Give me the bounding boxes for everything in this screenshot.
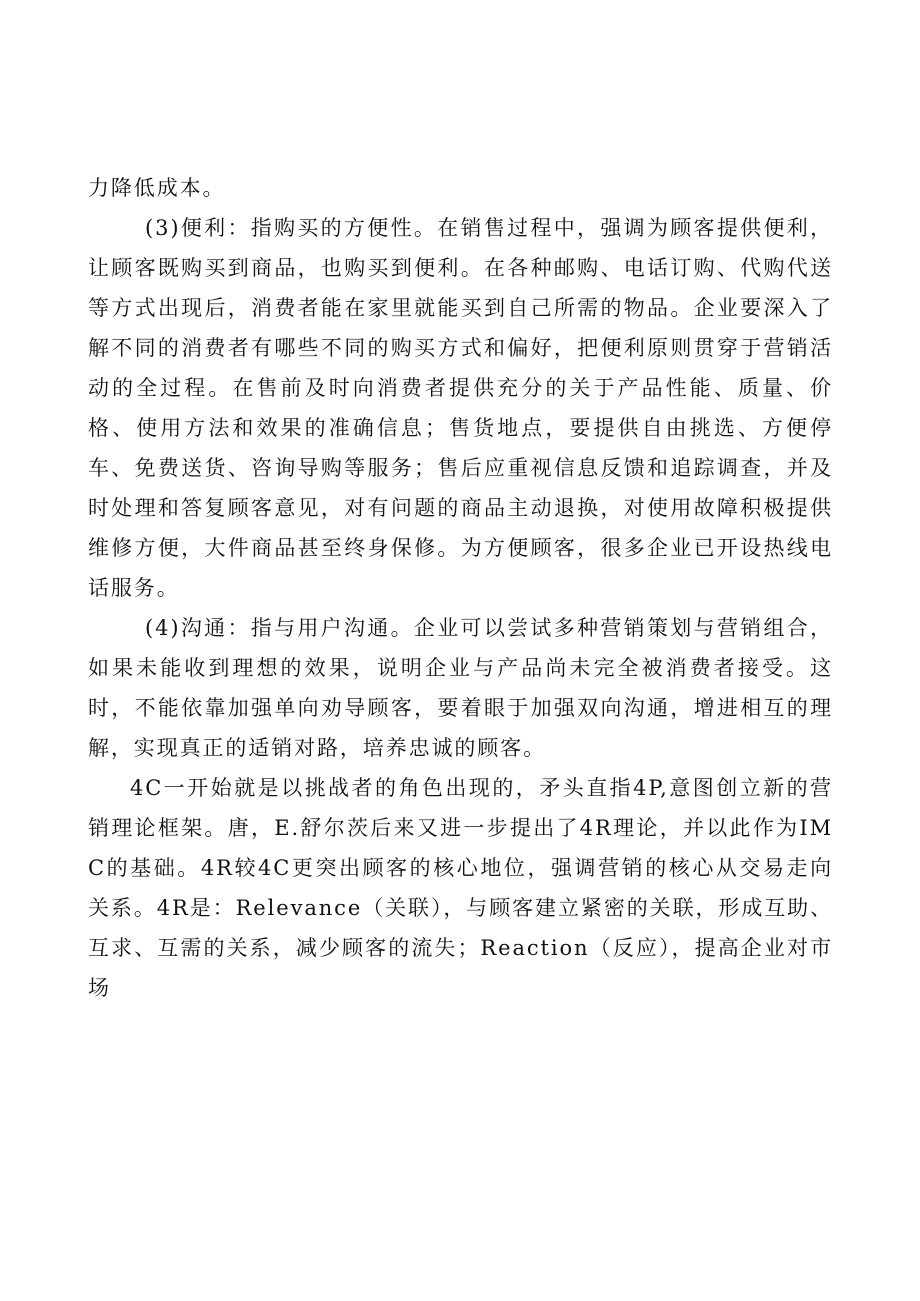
- paragraph-convenience: (3)便利：指购买的方便性。在销售过程中，强调为顾客提供便利，让顾客既购买到商品，也购买到便利。在各种邮购、电话订购、代购代送等方式出现后，消费者能在家里就能买到自己所需的物品。企业要深入了解不同的消费者有哪些不同的购买方式和偏好，把便利原则贯穿于营销活动的全过程。在售前及时向消费者提供充分的关于产品性能、质量、价格、使用方法和效果的准确信息；售货地点，要提供自由挑选、方便停车、免费送货、咨询导购等服务；售后应重视信息反馈和追踪调查，并及时处理和答复顾客意见，对有问题的商品主动退换，对使用故障积极提供维修方便，大件商品甚至终身保修。为方便顾客，很多企业已开设热线电话服务。: [88, 216, 833, 600]
- paragraph-4c-4r-theory: 4C一开始就是以挑战者的角色出现的，矛头直指4P,意图创立新的营销理论框架。唐，E.舒尔茨后来又进一步提出了4R理论，并以此作为IMC的基础。4R较4C更突出顾客的核心地位，强调营销的核心从交易走向关系。4R是：Relevance（关联），与顾客建立紧密的关联，形成互助、互求、互需的关系，减少顾客的流失；Reaction（反应），提高企业对市场: [88, 776, 833, 1000]
- document-body: [88, 168, 833, 1008]
- paragraph-communication: (4)沟通：指与用户沟通。企业可以尝试多种营销策划与营销组合，如果未能收到理想的效果，说明企业与产品尚未完全被消费者接受。这时，不能依靠加强单向劝导顾客，要着眼于加强双向沟通，增进相互的理解，实现真正的适销对路，培养忠诚的顾客。: [88, 616, 833, 760]
- paragraph-continuation: 力降低成本。: [88, 176, 226, 200]
